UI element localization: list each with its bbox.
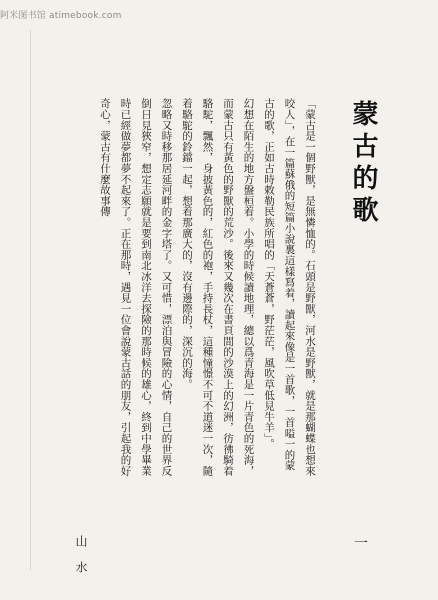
paragraph-1: 「蒙古是一個野獸，是無憐恤的。石頭是野獸，河水是野獸，就是那蝴蝶也想來咬人」，在一篇蘇俄的短篇小說裏這樣寫着，讀起來像是一首歌，一首嗌一的蒙古的歌，正如古時敕勒民族所唱的「天蒼蒼，野茫茫，風吹草低見牛羊」。 [263, 98, 316, 476]
paragraph-2: 幻想在陌生的地方盤桓着。小學的時候讀地理，總以爲青海是一片青色的死海，而蒙古只有黃色的野獸的荒沙。後來又幾次在書頁間的沙漠上的幻洲，彷彿騎着駱駝，飄然，身披黃色的，紅色的袍，手持長杖，這種憧憬不可不道迷一次，隨着駱駝的鈴鐺一起，想着那廣大的，沒有邊際的，深沉的海。 [181, 98, 255, 476]
page-title: 蒙古的歌 [348, 100, 378, 228]
page-number: 一 [354, 536, 368, 552]
footer-section-label: 山水 [74, 535, 88, 587]
watermark-text: 阿米图书馆 atimebook.com [0, 11, 122, 21]
article-body [55, 98, 320, 478]
paragraph-3: 忽略又時移那居延河畔的金字塔了。又可惜，漂泊與冒險的心情，自己的世界反倒日見狹窄，想定志願就是要到南北冰洋去探險的那時候的雄心，終到中學畢業時已經做夢都夢不起來了。正在那時，遇見一位會說蒙古話的朋友，引起我的好奇心，蒙古有什麼故事傳 [99, 98, 173, 476]
